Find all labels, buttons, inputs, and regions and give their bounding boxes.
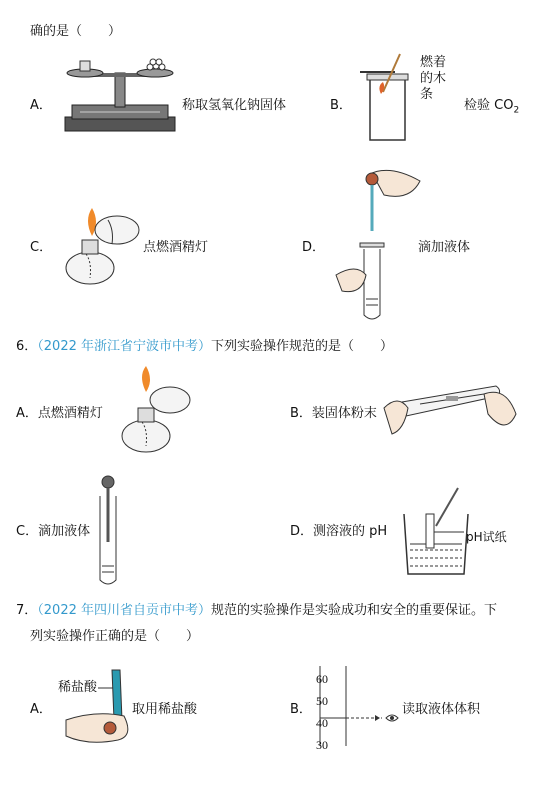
q7-stem-text: 规范的实验操作是实验成功和安全的重要保证。下 (211, 603, 498, 618)
ph-paper-label: pH试纸 (466, 530, 507, 544)
q7-option-a-letter: A． (30, 702, 52, 717)
q5-stem-tail: 确的是（ ） (30, 24, 122, 39)
q7-option-b-letter: B． (290, 702, 312, 717)
acid-dropper-hand-illustration (62, 660, 142, 750)
q5-option-c-text: 点燃酒精灯 (143, 240, 209, 255)
powder-test-tube-illustration (380, 372, 520, 442)
q7-source: （2022 年四川省自贡市中考） (37, 603, 211, 618)
dropper-in-test-tube-illustration (94, 476, 124, 588)
q6-option-b: B．装固体粉末 (290, 406, 377, 421)
q7-option-b-text: 读取液体体积 (402, 702, 481, 717)
gas-bottle-illustration (355, 52, 415, 144)
balance-illustration (60, 55, 180, 135)
q6-stem (16, 338, 393, 356)
q6-option-c: C．滴加液体 (16, 524, 91, 539)
alcohol-lamp-lighting-illustration (118, 366, 198, 456)
hydrochloric-acid-label: 稀盐酸 (58, 680, 98, 695)
q6-stem-text: 下列实验操作规范的是（ ） (211, 339, 394, 354)
q5-option-c-letter: C． (30, 240, 53, 255)
q6-source: （2022 年浙江省宁波市中考） (37, 339, 211, 354)
q5-option-d-text: 滴加液体 (418, 240, 471, 255)
dropper-test-tube-illustration (332, 165, 422, 325)
q5-option-d-letter: D． (302, 240, 326, 255)
burning-stick-label: 燃着 的木 条 (420, 55, 447, 102)
q7-stem-line2: 列实验操作正确的是（ ） (30, 629, 200, 644)
q7-stem (16, 602, 497, 620)
q6-option-d: D．测溶液的 pH (290, 524, 388, 539)
q5-option-b-letter: B． (330, 98, 352, 113)
q6-number: 6． (16, 339, 38, 354)
q7-number: 7． (16, 603, 38, 618)
q5-option-a-text: 称取氢氧化钠固体 (182, 98, 287, 113)
q5-option-a-letter: A． (30, 98, 52, 113)
q7-option-a-text: 取用稀盐酸 (132, 702, 198, 717)
q5-option-b-text: 检验 $CO_2$ (464, 98, 520, 116)
cylinder-ticks: 60 50 40 30 (316, 672, 328, 752)
q6-option-a: A．点燃酒精灯 (16, 406, 103, 421)
alcohol-lamp-lighting-illustration (62, 200, 142, 290)
